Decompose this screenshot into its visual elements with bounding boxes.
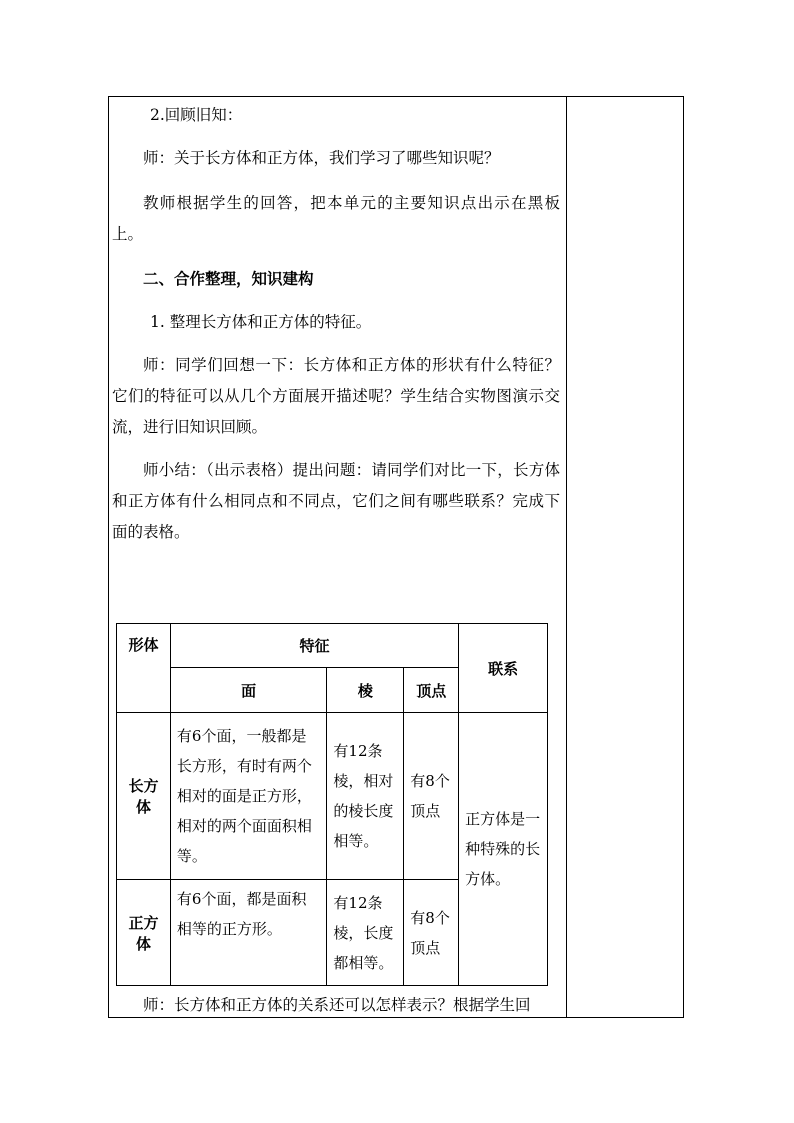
review-heading: 2.回顾旧知： [150, 106, 243, 124]
row-edge-cuboid: 有12条棱，相对的棱长度相等。 [327, 713, 404, 880]
table-row [117, 713, 548, 880]
section-title: 二、合作整理，知识建构 [143, 269, 314, 288]
teacher-question: 师：关于长方体和正方体，我们学习了哪些知识呢？ [143, 149, 500, 167]
row-edge-cube: 有12条棱，长度都相等。 [327, 880, 404, 986]
row-face-cuboid: 有6个面，一般都是长方形，有时有两个相对的面是正方形，相对的两个面面积相等。 [170, 713, 327, 880]
row-face-cube: 有6个面，都是面积相等的正方形。 [170, 880, 327, 986]
header-shape: 形体 [117, 624, 171, 713]
paragraph-2: 师小结：（出示表格）提出问题：请同学们对比一下，长方体和正方体有什么相同点和不同点，它们之间有哪些联系？完成下面的表格。 [112, 461, 560, 541]
column-divider [566, 96, 567, 1018]
row-shape-cube: 正方体 [117, 880, 171, 986]
row-shape-cuboid: 长方体 [117, 713, 171, 880]
teacher-action: 教师根据学生的回答，把本单元的主要知识点出示在黑板上。 [112, 194, 560, 243]
header-relation: 联系 [459, 624, 548, 713]
feature-table [116, 623, 548, 986]
relation-cell: 正方体是一种特殊的长方体。 [459, 713, 548, 986]
footer-line: 师：长方体和正方体的关系还可以怎样表示？根据学生回 [143, 996, 531, 1014]
header-face: 面 [170, 668, 327, 713]
header-vertex: 顶点 [404, 668, 459, 713]
header-edge: 棱 [327, 668, 404, 713]
row-vertex-cuboid: 有8个顶点 [404, 713, 459, 880]
paragraph-1: 师：同学们回想一下：长方体和正方体的形状有什么特征？它们的特征可以从几个方面展开描述呢？学生结合实物图演示交流，进行旧知识回顾。 [112, 356, 560, 436]
header-features: 特征 [170, 624, 458, 668]
section-item-1: 1. 整理长方体和正方体的特征。 [150, 313, 372, 331]
row-vertex-cube: 有8个顶点 [404, 880, 459, 986]
